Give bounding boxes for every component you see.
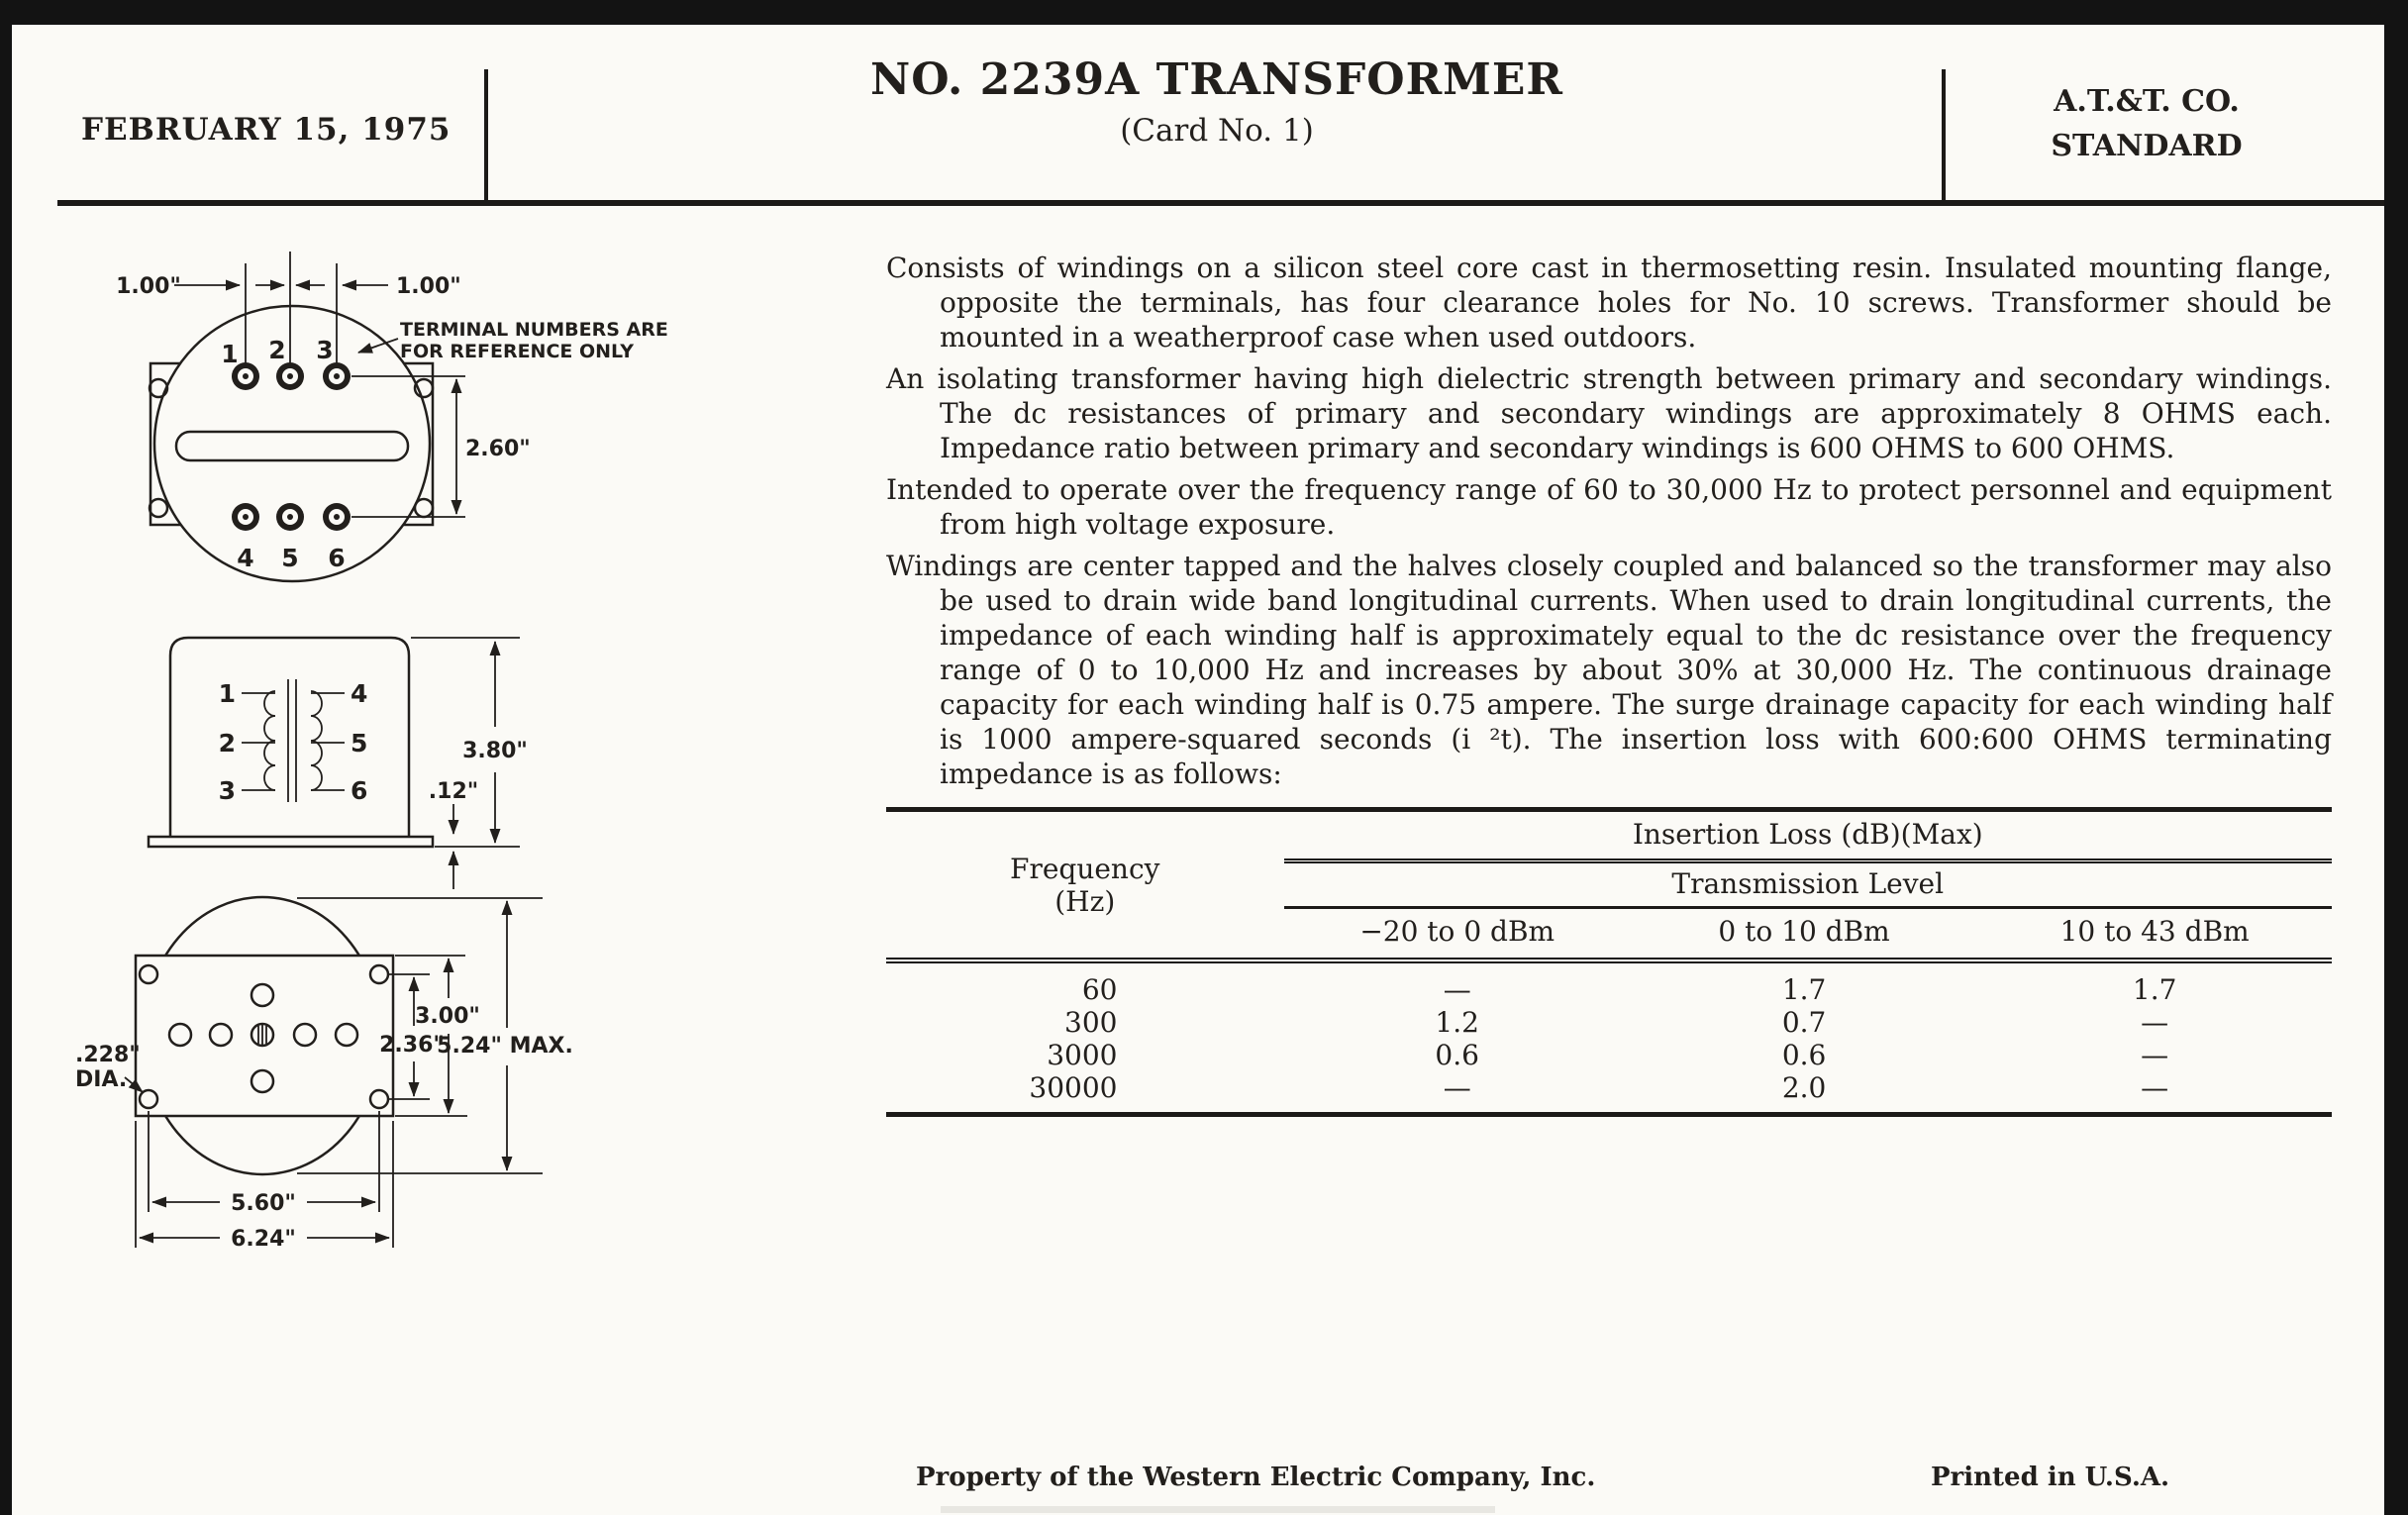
loss-value: — bbox=[2141, 1039, 2169, 1071]
bottom-dim-span: 5.60" bbox=[231, 1191, 296, 1216]
header-rule bbox=[57, 200, 2384, 206]
terminal-1-label: 1 bbox=[221, 340, 239, 368]
printed-notice: Printed in U.S.A. bbox=[1931, 1463, 2170, 1492]
side-terminal-1: 1 bbox=[218, 679, 236, 708]
paragraph-frequency: Intended to operate over the frequency range of 60 to 30,000 Hz to protect personnel and equipment from high voltage exposure. bbox=[886, 473, 2332, 541]
terminal-3-label: 3 bbox=[316, 336, 334, 364]
front-view-diagram bbox=[116, 252, 668, 581]
terminal-2-label: 2 bbox=[268, 336, 286, 364]
front-dim-height: 2.60" bbox=[465, 437, 531, 461]
datasheet-card bbox=[12, 25, 2384, 1515]
bottom-dim-mid: 3.00" bbox=[415, 1004, 480, 1029]
bottom-view-diagram bbox=[75, 897, 573, 1252]
loss-value: 1.7 bbox=[2132, 973, 2177, 1006]
header-divider-right bbox=[1942, 69, 1946, 205]
org-standard: STANDARD bbox=[2051, 129, 2243, 163]
side-dim-height: 3.80" bbox=[462, 739, 528, 763]
transmission-level-header: Transmission Level bbox=[1284, 861, 2333, 908]
frequency-header-line1: Frequency bbox=[1010, 852, 1160, 885]
scan-artifact bbox=[941, 1506, 1495, 1513]
freq-value: 60 bbox=[1081, 973, 1118, 1006]
insertion-loss-header: Insertion Loss (dB)(Max) bbox=[1284, 810, 2333, 861]
loss-value: 1.7 bbox=[1781, 973, 1827, 1006]
frequency-column-header bbox=[886, 810, 1284, 961]
bottom-dim-max: 5.24" MAX. bbox=[437, 1034, 573, 1059]
side-dim-flange: .12" bbox=[428, 779, 479, 804]
hole-dia-label: .228" bbox=[75, 1043, 141, 1067]
side-terminal-3: 3 bbox=[218, 776, 236, 805]
bottom-dim-inner: 2.36" bbox=[379, 1033, 445, 1058]
terminal-4-label: 4 bbox=[237, 544, 254, 572]
freq-value: 300 bbox=[1064, 1006, 1118, 1039]
bottom-dim-width: 6.24" bbox=[231, 1227, 296, 1252]
level-header-1: −20 to 0 dBm bbox=[1284, 908, 1631, 961]
hole-dia-label2: DIA. bbox=[75, 1067, 128, 1092]
terminal-6-label: 6 bbox=[328, 544, 346, 572]
terminal-5-label: 5 bbox=[281, 544, 299, 572]
freq-value: 3000 bbox=[1047, 1039, 1118, 1071]
engineering-diagrams bbox=[51, 238, 754, 1307]
page-title: NO. 2239A TRANSFORMER bbox=[870, 54, 1563, 105]
table-row bbox=[886, 960, 2332, 1006]
table-row bbox=[886, 1039, 2332, 1071]
loss-value: 0.6 bbox=[1781, 1039, 1827, 1071]
page-subtitle: (Card No. 1) bbox=[1120, 113, 1314, 149]
issue-date: FEBRUARY 15, 1975 bbox=[81, 112, 452, 148]
loss-value: 1.2 bbox=[1435, 1006, 1479, 1039]
description-column bbox=[886, 251, 2332, 1117]
title-block bbox=[499, 54, 1935, 149]
header-divider-left bbox=[484, 69, 488, 205]
paragraph-isolation: An isolating transformer having high dielectric strength between primary and secondary windings. The dc resistances of primary and secondary windings are approximately 8 OHMS each. Impedance ratio between primary and secondary windings is 600 OHMS to 600 OHMS. bbox=[886, 362, 2332, 464]
loss-value: — bbox=[1443, 1071, 1471, 1104]
loss-value: 0.7 bbox=[1781, 1006, 1827, 1039]
freq-value: 30000 bbox=[1029, 1071, 1118, 1104]
level-header-2: 0 to 10 dBm bbox=[1631, 908, 1977, 961]
property-notice: Property of the Western Electric Company, Inc. bbox=[916, 1463, 1596, 1492]
frequency-header-line2: (Hz) bbox=[1054, 884, 1116, 918]
side-terminal-2: 2 bbox=[218, 729, 236, 758]
paragraph-construction: Consists of windings on a silicon steel core cast in thermosetting resin. Insulated mounting flange, opposite the terminals, has four clearance holes for No. 10 screws. Transformer should be mounted in a weatherproof case when used outdoors. bbox=[886, 252, 2332, 354]
paragraph-windings: Windings are center tapped and the halves closely coupled and balanced so the transformer may also be used to drain wide band longitudinal currents. When used to drain longitudinal currents, the impedance of each winding half is approximately equal to the dc resistance over the frequency range of 0 to 10,000 Hz and increases by about 30% at 30,000 Hz. The continuous drainage capacity for each winding half is 0.75 ampere. The surge drainage capacity for each winding half is 1000 ampere-squared seconds (i ²t). The insertion loss with 600:600 OHMS terminating impedance is as follows: bbox=[886, 550, 2332, 790]
front-dim-right: 1.00" bbox=[396, 274, 461, 299]
loss-value: 0.6 bbox=[1435, 1039, 1479, 1071]
loss-value: — bbox=[1443, 973, 1471, 1006]
table-row bbox=[886, 1071, 2332, 1115]
table-row bbox=[886, 1006, 2332, 1039]
side-terminal-5: 5 bbox=[351, 729, 368, 758]
terminal-note-line1: TERMINAL NUMBERS ARE bbox=[400, 319, 668, 341]
side-view-diagram bbox=[149, 638, 528, 889]
insertion-loss-table bbox=[886, 807, 2332, 1117]
loss-value: 2.0 bbox=[1781, 1071, 1827, 1104]
level-header-3: 10 to 43 dBm bbox=[1977, 908, 2332, 961]
org-name: A.T.&T. CO. bbox=[2054, 84, 2240, 119]
org-block bbox=[1949, 79, 2345, 168]
loss-value: — bbox=[2141, 1071, 2169, 1104]
loss-value: — bbox=[2141, 1006, 2169, 1039]
side-terminal-6: 6 bbox=[351, 776, 368, 805]
terminal-note-line2: FOR REFERENCE ONLY bbox=[400, 341, 634, 362]
front-dim-left: 1.00" bbox=[116, 274, 181, 299]
side-terminal-4: 4 bbox=[351, 679, 368, 708]
